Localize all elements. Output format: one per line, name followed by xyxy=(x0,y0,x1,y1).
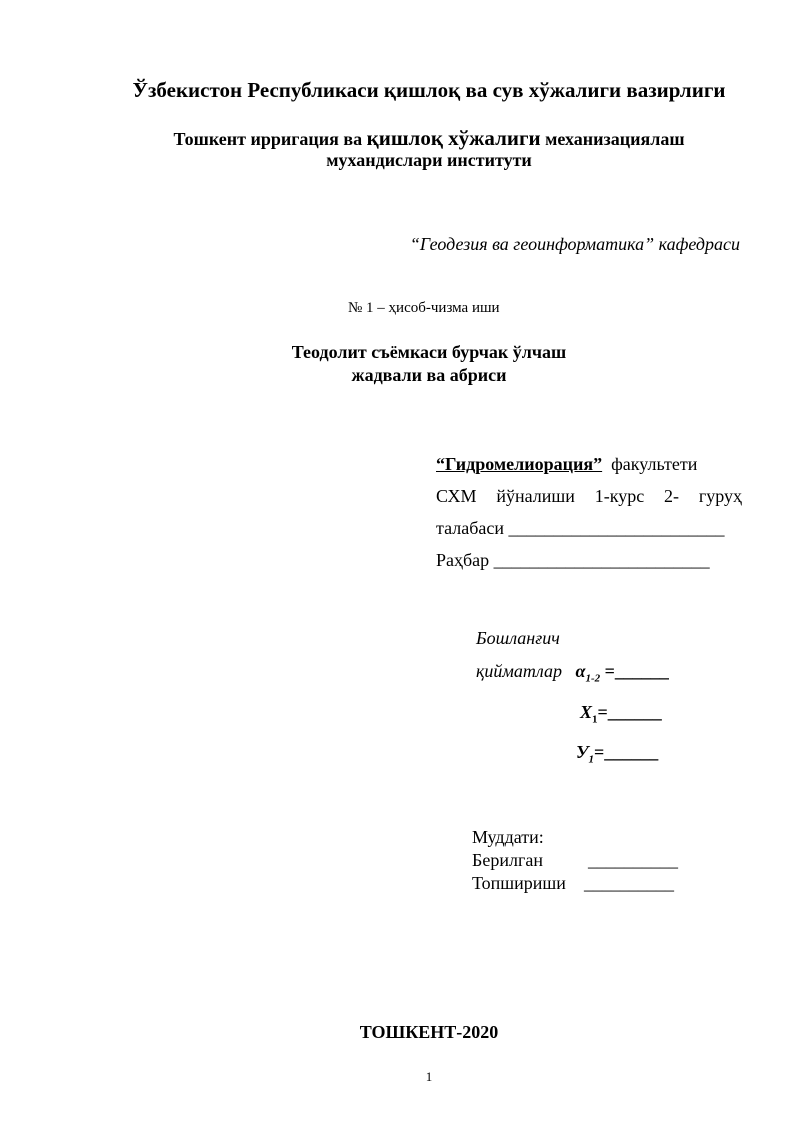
faculty-name: “Гидромелиорация” xyxy=(436,454,603,474)
alpha-symbol: α xyxy=(575,661,586,681)
direction-word: йўналиши xyxy=(496,486,575,506)
x-subscript: 1 xyxy=(592,713,598,726)
page-number: 1 xyxy=(425,1069,433,1084)
y-blank: =______ xyxy=(594,742,659,763)
institute-name-part-c: механизациялаш xyxy=(545,129,685,149)
initial-values-block xyxy=(476,622,669,777)
student-info-block xyxy=(436,448,742,576)
given-row xyxy=(472,849,678,872)
deadline-block xyxy=(472,826,678,895)
direction-word: 1-курс xyxy=(594,486,645,506)
x-row xyxy=(476,696,669,737)
given-label: Берилган xyxy=(472,850,543,870)
topic-line2: жадвали ва абриси xyxy=(351,365,507,385)
direction-word: гуруҳ xyxy=(698,486,742,506)
department-name: “Геодезия ва геоинформатика” кафедраси xyxy=(409,234,740,254)
alpha-subscript: 1-2 xyxy=(585,672,601,685)
alpha-row xyxy=(476,655,669,696)
student-line: талабаси ________________________ xyxy=(436,518,725,538)
faculty-row xyxy=(436,448,742,480)
given-blank: __________ xyxy=(588,850,678,870)
institute-name-part-a: Тошкент ирригация ва xyxy=(173,129,363,149)
alpha-blank: =______ xyxy=(600,661,669,681)
direction-row xyxy=(436,480,742,512)
institute-name-part-b: қишлоқ хўжалиги xyxy=(366,126,541,150)
city-year: ТОШКЕНТ-2020 xyxy=(359,1022,499,1042)
faculty-label: факультети xyxy=(611,454,698,474)
submit-blank: __________ xyxy=(584,873,674,893)
institute-name-line2: мухандислари институти xyxy=(326,150,532,170)
y-subscript: 1 xyxy=(588,753,595,766)
submit-row xyxy=(472,872,678,895)
ministry-heading: Ўзбекистон Республикаси қишлоқ ва сув хўжалиги вазирлиги xyxy=(132,78,726,102)
direction-word: СХМ xyxy=(436,486,477,506)
y-row xyxy=(476,736,669,777)
initial-values-label: қийматлар xyxy=(476,661,562,681)
direction-word: 2- xyxy=(664,486,679,506)
x-symbol: Х xyxy=(580,701,593,722)
initial-values-title: Бошланғич xyxy=(476,628,560,648)
work-title: № 1 – ҳисоб-чизма иши xyxy=(348,300,500,316)
deadline-title: Муддати: xyxy=(472,827,544,847)
supervisor-line: Раҳбар ________________________ xyxy=(436,550,710,570)
submit-label: Топшириши xyxy=(472,873,566,893)
institute-name-line1 xyxy=(0,126,800,151)
x-blank: =______ xyxy=(597,701,662,722)
topic-line1: Теодолит съёмкаси бурчак ўлчаш xyxy=(291,342,567,362)
y-symbol: У xyxy=(576,742,589,763)
